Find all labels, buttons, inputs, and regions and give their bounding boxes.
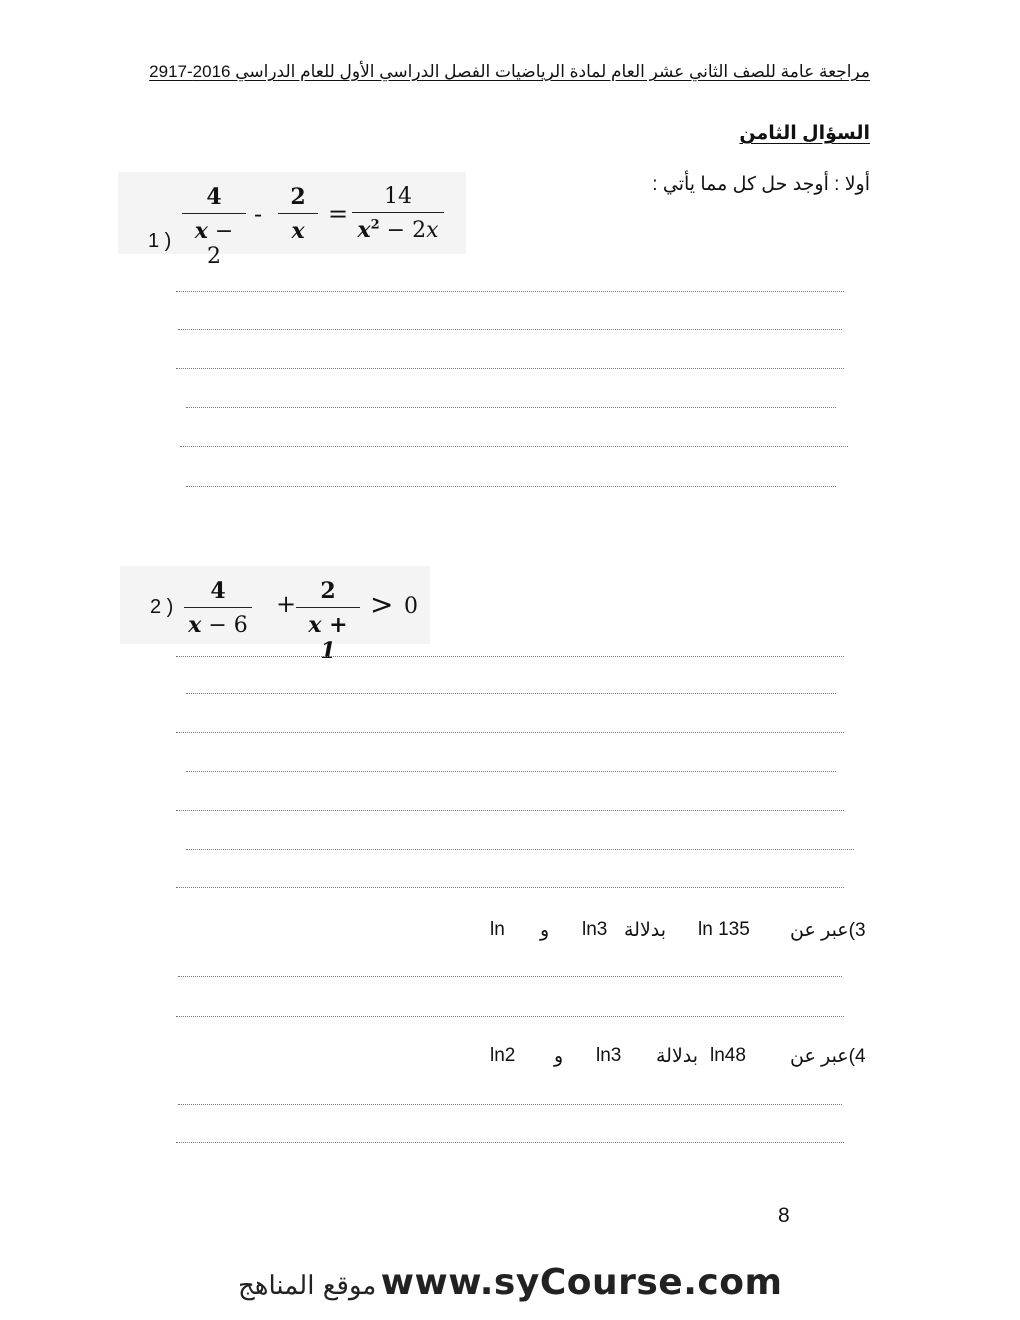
answer-line[interactable] [186,771,836,772]
answer-line[interactable] [176,732,844,733]
problem-4-expression: ln48 [710,1045,746,1066]
fraction-numerator: 2 [320,578,336,604]
greater-than-sign: > [370,588,394,621]
equals-sign: = [328,200,349,228]
answer-line[interactable] [178,1104,842,1105]
problem-3-prefix: 3)عبر عن [790,920,866,941]
problem-4-term-a: ln3 [596,1045,622,1066]
problem-1-equation [118,172,466,269]
answer-line[interactable] [186,849,854,850]
page-header: مراجعة عامة للصف الثاني عشر العام لمادة الرياضيات الفصل الدراسي الأول للعام الدراسي 2016-2917 [149,62,870,81]
answer-line[interactable] [176,810,844,811]
answer-line[interactable] [186,407,836,408]
answer-line[interactable] [176,887,844,888]
problem-4-by: بدلالة [656,1046,699,1067]
fraction-denominator: x + 1 [296,607,360,664]
fraction-denominator: x − 2 [182,213,246,269]
answer-line[interactable] [180,446,848,447]
problem-4-and: و [554,1046,564,1067]
answer-line[interactable] [178,976,842,977]
minus-sign: - [254,200,263,228]
problem-3-and: و [540,920,550,941]
problem-2-fraction-2 [296,578,360,664]
answer-line[interactable] [178,329,842,330]
answer-line[interactable] [186,693,836,694]
question-instruction: أولا : أوجد حل كل مما يأتي : [652,174,870,195]
fraction-numerator: 4 [210,578,226,604]
question-title: السؤال الثامن [739,123,870,144]
problem-1-fraction-2 [278,184,318,244]
answer-line[interactable] [176,1016,844,1017]
problem-3-term-b: ln [490,919,505,940]
problem-3-expression: ln 135 [698,919,750,940]
footer-watermark [228,1262,782,1303]
plus-sign: + [276,590,297,618]
fraction-numerator: 2 [290,184,306,210]
page-number: 8 [778,1204,790,1227]
footer-site-name: موقع المناهج [238,1271,377,1301]
problem-2-label: 2 ) [150,596,174,618]
problem-2-inequality [120,566,430,664]
fraction-numerator: 4 [206,184,222,210]
answer-line[interactable] [176,656,844,657]
fraction-denominator: x [278,213,318,244]
inequality-rhs: 0 [404,594,418,619]
fraction-numerator: 14 [384,184,412,209]
answer-line[interactable] [176,291,844,292]
footer-url: www.syCourse.com [380,1262,783,1303]
problem-4-prefix: 4)عبر عن [790,1046,866,1067]
problem-1-fraction-1 [182,184,246,269]
fraction-denominator: x − 6 [184,607,252,638]
problem-3-term-a: ln3 [582,919,608,940]
problem-1-label: 1 ) [148,230,172,252]
answer-line[interactable] [176,368,844,369]
answer-line[interactable] [186,486,836,487]
answer-line[interactable] [176,1142,844,1143]
problem-4-term-b: ln2 [490,1045,516,1066]
problem-2-fraction-1 [184,578,252,638]
problem-3-by: بدلالة [624,920,667,941]
problem-1-fraction-3 [352,184,444,243]
fraction-denominator: $x^2 - 2x$ [352,212,444,243]
